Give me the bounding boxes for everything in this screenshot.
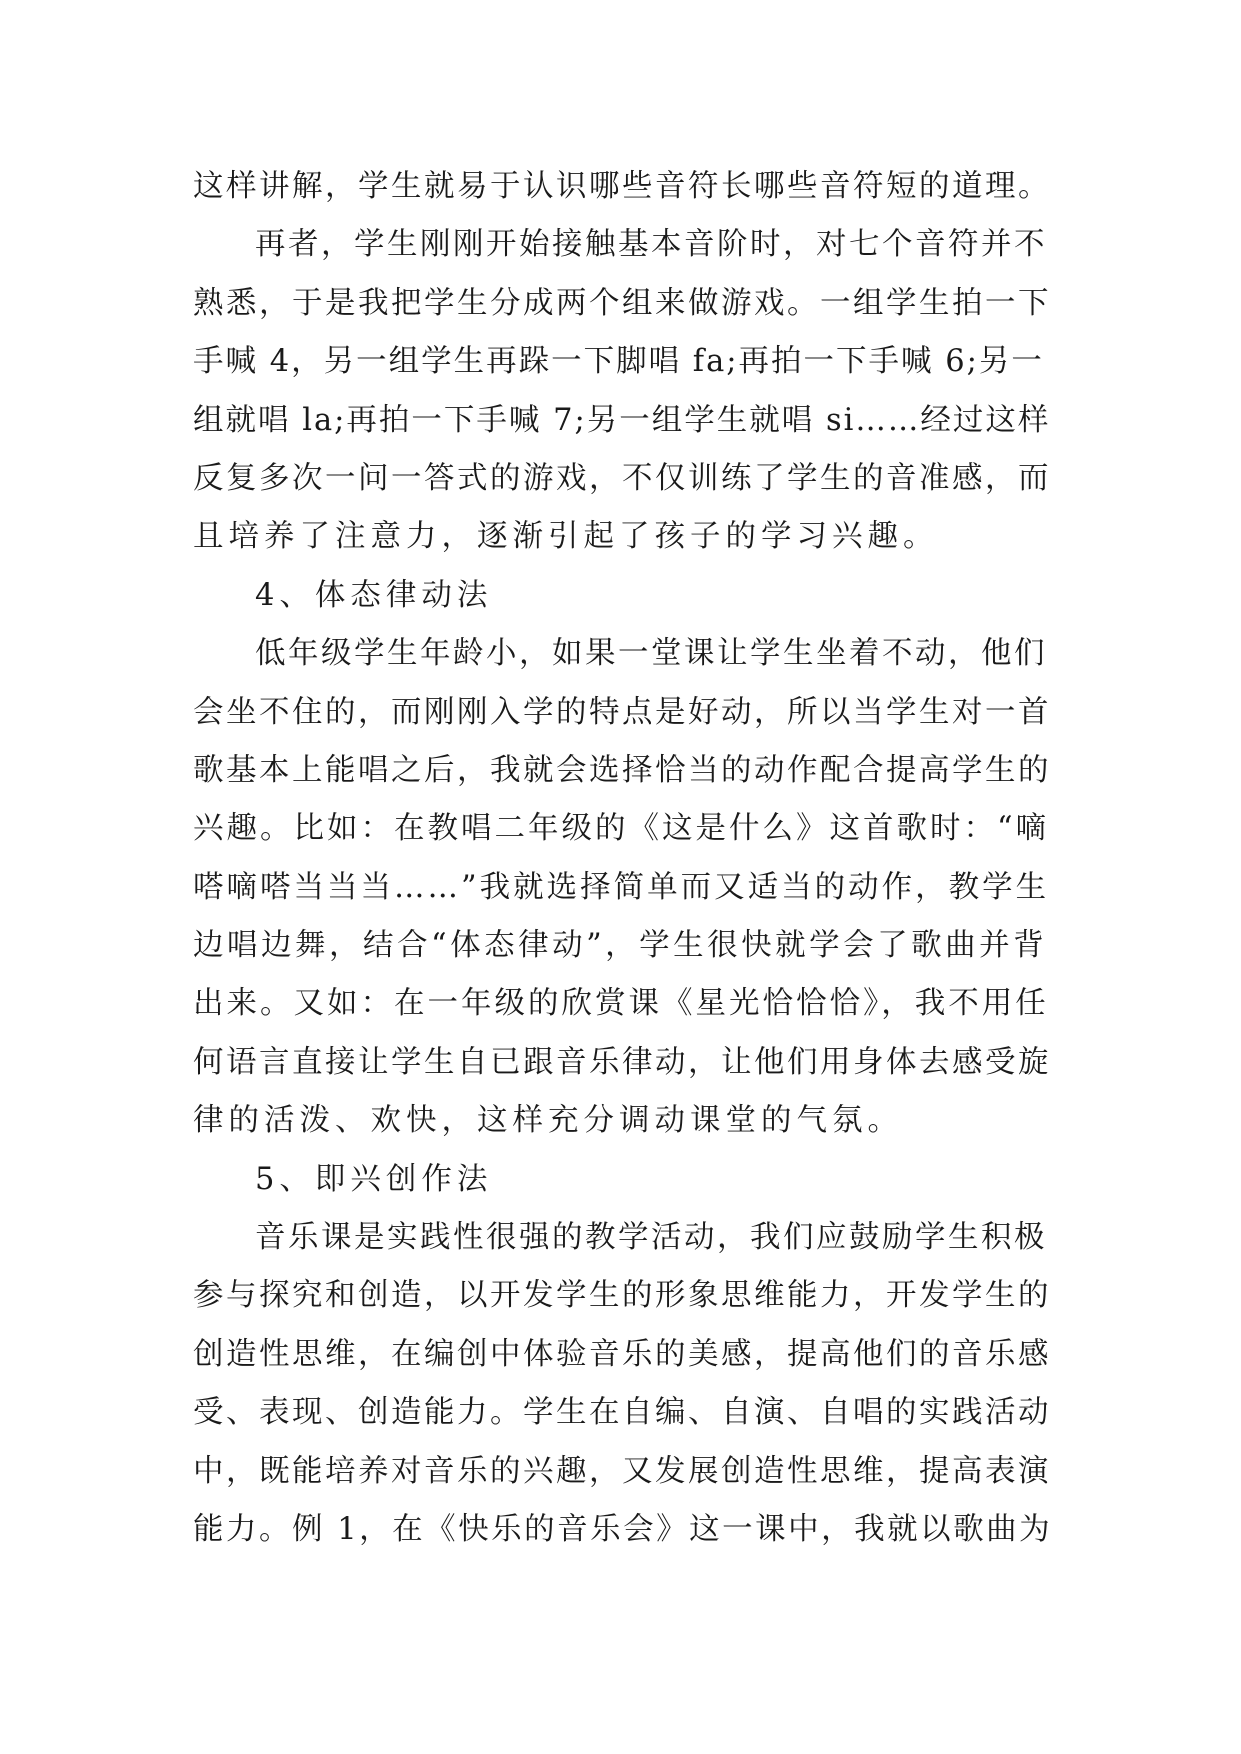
text-line: 何语言直接让学生自已跟音乐律动，让他们用身体去感受旋 <box>193 1044 1051 1080</box>
text-line: 受、表现、创造能力。学生在自编、自演、自唱的实践活动 <box>193 1395 1051 1431</box>
text-line: 中，既能培养对音乐的兴趣，又发展创造性思维，提高表演 <box>193 1453 1051 1489</box>
text-line: 歌基本上能唱之后，我就会选择恰当的动作配合提高学生的 <box>193 752 1051 788</box>
text-line: 4、体态律动法 <box>255 577 493 613</box>
text-line: 音乐课是实践性很强的教学活动，我们应鼓励学生积极 <box>255 1220 1047 1256</box>
text-line: 创造性思维，在编创中体验音乐的美感，提高他们的音乐感 <box>193 1336 1051 1372</box>
text-line: 能力。例 1，在《快乐的音乐会》这一课中，我就以歌曲为 <box>193 1511 1053 1547</box>
text-line: 参与探究和创造，以开发学生的形象思维能力，开发学生的 <box>193 1278 1051 1314</box>
text-line: 再者，学生刚刚开始接触基本音阶时，对七个音符并不 <box>255 227 1047 263</box>
text-line: 这样讲解，学生就易于认识哪些音符长哪些音符短的道理。 <box>193 169 1051 204</box>
text-line: 律的活泼、欢快，这样充分调动课堂的气氛。 <box>193 1103 903 1139</box>
text-line: 且培养了注意力，逐渐引起了孩子的学习兴趣。 <box>193 519 939 555</box>
text-line: 兴趣。比如：在教唱二年级的《这是什么》这首歌时：“嘀 <box>193 811 1050 847</box>
text-line: 会坐不住的，而刚刚入学的特点是好动，所以当学生对一首 <box>193 694 1051 730</box>
text-line: 组就唱 la;再拍一下手喊 7;另一组学生就唱 si……经过这样 <box>193 402 1051 438</box>
text-line: 手喊 4，另一组学生再跺一下脚唱 fa;再拍一下手喊 6;另一 <box>193 344 1044 380</box>
text-line: 5、即兴创作法 <box>255 1161 493 1197</box>
text-line: 出来。又如：在一年级的欣赏课《星光恰恰恰》，我不用任 <box>193 986 1049 1022</box>
text-line: 嗒嘀嗒当当当……”我就选择简单而又适当的动作，教学生 <box>193 869 1050 905</box>
text-line: 反复多次一问一答式的游戏，不仅训练了学生的音准感，而 <box>193 460 1051 496</box>
text-line: 熟悉，于是我把学生分成两个组来做游戏。一组学生拍一下 <box>193 285 1051 321</box>
text-line: 边唱边舞，结合“体态律动”，学生很快就学会了歌曲并背 <box>193 928 1048 964</box>
text-line: 低年级学生年龄小，如果一堂课让学生坐着不动，他们 <box>255 636 1047 672</box>
body-text <box>193 158 1055 1559</box>
